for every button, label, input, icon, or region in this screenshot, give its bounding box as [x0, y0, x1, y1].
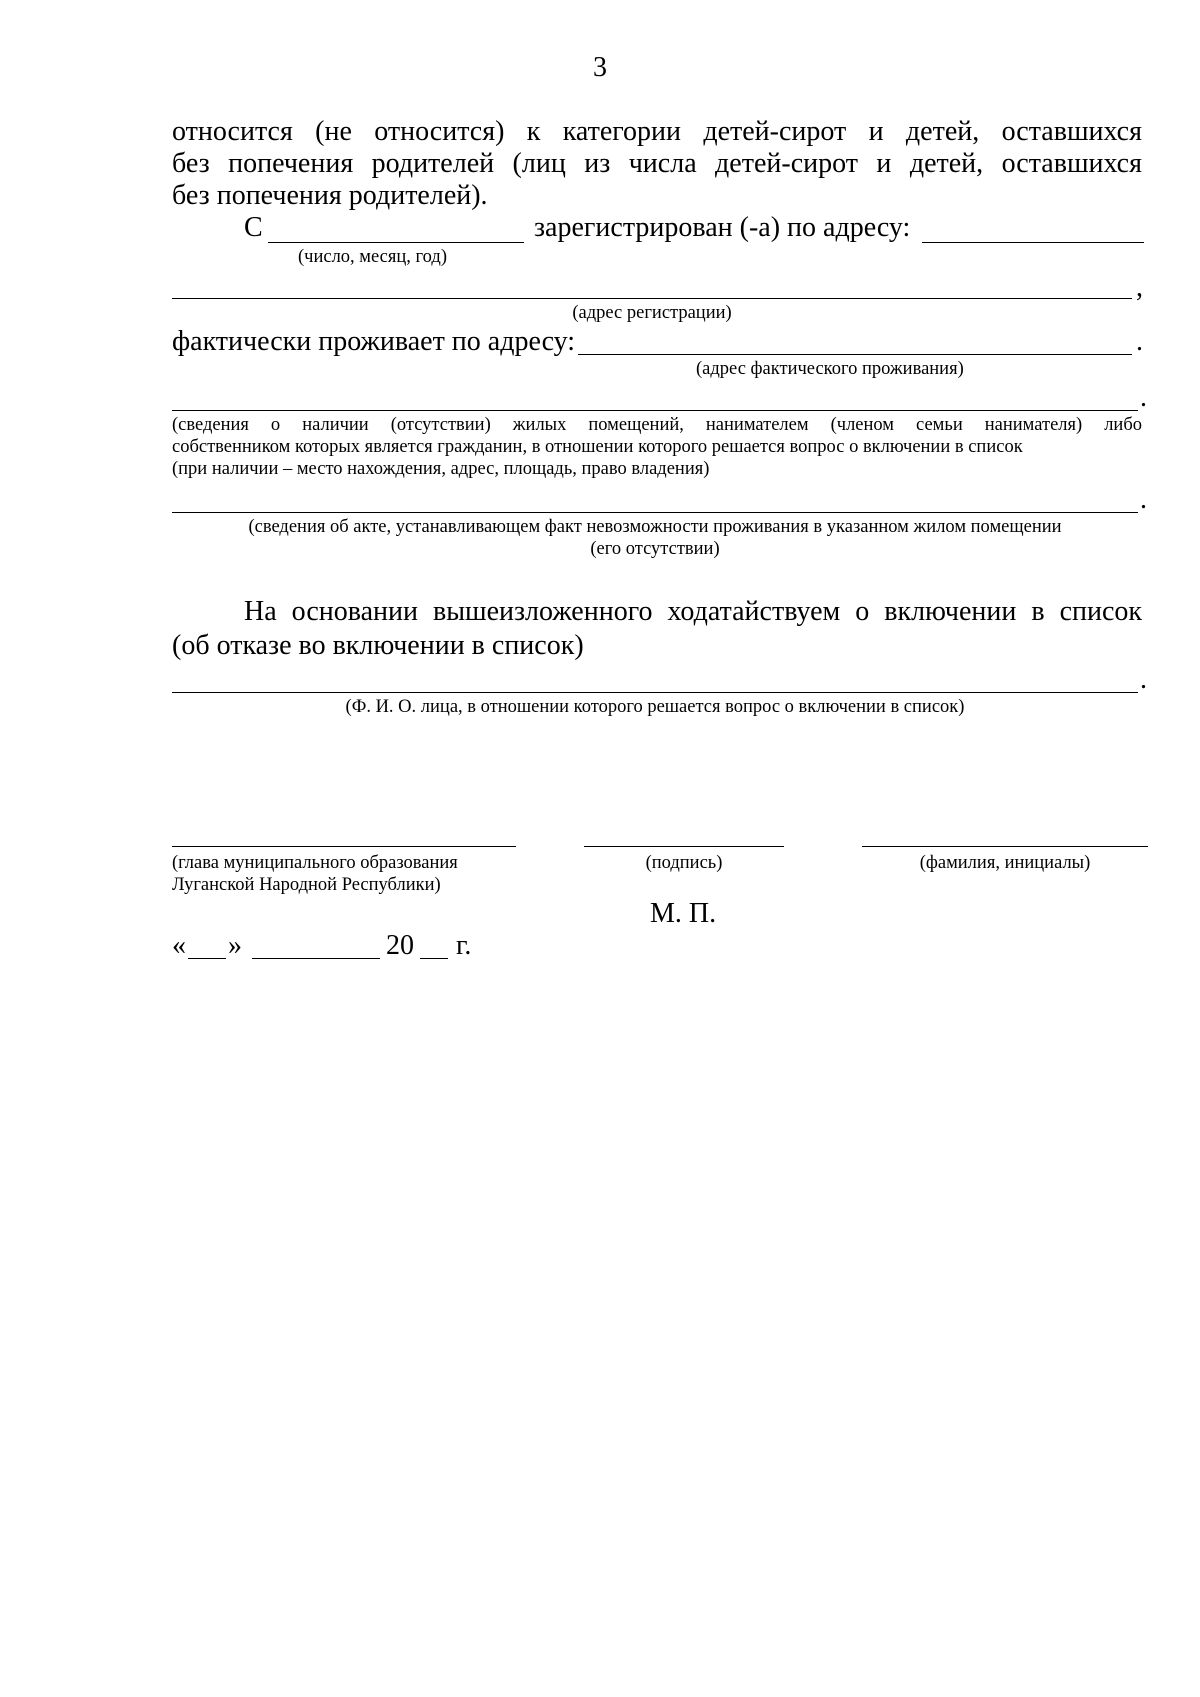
surname-initials-field[interactable] [862, 846, 1148, 847]
signature-caption: (подпись) [645, 853, 723, 873]
head-position-field[interactable] [172, 846, 516, 847]
date-day-field[interactable] [188, 958, 226, 959]
date-open-quote: « [172, 930, 186, 961]
head-caption-line-1: (глава муниципального образования [172, 853, 458, 873]
housing-info-field[interactable] [172, 410, 1138, 411]
registration-address-caption: (адрес регистрации) [572, 303, 732, 323]
registration-prefix: С [244, 212, 263, 243]
signature-field[interactable] [584, 846, 784, 847]
housing-info-period: . [1140, 382, 1147, 413]
act-info-period: . [1140, 484, 1147, 515]
housing-caption-line-1: (сведения о наличии (отсутствии) жилых помещений, нанимателем (членом семьи нанимателя) либо [172, 415, 1142, 435]
petition-line-1: На основании вышеизложенного ходатайствуем о включении в список [244, 596, 1142, 627]
actual-address-label: фактически проживает по адресу: [172, 326, 576, 357]
date-year-prefix: 20 [386, 930, 414, 961]
head-caption-line-2: Луганской Народной Республики) [172, 875, 441, 895]
person-name-caption: (Ф. И. О. лица, в отношении которого решается вопрос о включении в список) [345, 697, 965, 717]
registration-date-field[interactable] [268, 242, 524, 243]
actual-address-caption: (адрес фактического проживания) [696, 359, 964, 379]
act-info-field[interactable] [172, 512, 1138, 513]
housing-caption-line-3: (при наличии – место нахождения, адрес, площадь, право владения) [172, 459, 710, 479]
actual-address-field[interactable] [578, 354, 1132, 355]
act-caption-line-1: (сведения об акте, устанавливающем факт невозможности проживания в указанном жилом помещении [248, 517, 1062, 537]
stamp-place-label: М. П. [650, 898, 717, 929]
date-close-quote: » [228, 930, 242, 961]
intro-line-2: без попечения родителей (лиц из числа детей-сирот и детей, оставшихся [172, 148, 1142, 179]
person-name-period: . [1140, 664, 1147, 695]
registration-label: зарегистрирован (-а) по адресу: [534, 212, 911, 243]
act-caption-line-2: (его отсутствии) [590, 539, 720, 559]
surname-initials-caption: (фамилия, инициалы) [919, 853, 1091, 873]
date-year-field[interactable] [420, 958, 448, 959]
registration-date-caption: (число, месяц, год) [298, 247, 447, 267]
housing-caption-line-2: собственником которых является гражданин, в отношении которого решается вопрос о включении в список [172, 437, 1023, 457]
registration-address-field[interactable] [172, 298, 1132, 299]
intro-line-1: относится (не относится) к категории детей-сирот и детей, оставшихся [172, 116, 1142, 147]
actual-address-period: . [1136, 326, 1143, 357]
page-number: 3 [593, 52, 607, 83]
date-month-field[interactable] [252, 958, 380, 959]
petition-line-2: (об отказе во включении в список) [172, 630, 584, 661]
registration-comma: , [1136, 272, 1143, 303]
intro-line-3: без попечения родителей). [172, 180, 488, 211]
person-name-field[interactable] [172, 692, 1138, 693]
registration-address-start-field[interactable] [922, 242, 1144, 243]
date-year-suffix: г. [456, 930, 472, 961]
